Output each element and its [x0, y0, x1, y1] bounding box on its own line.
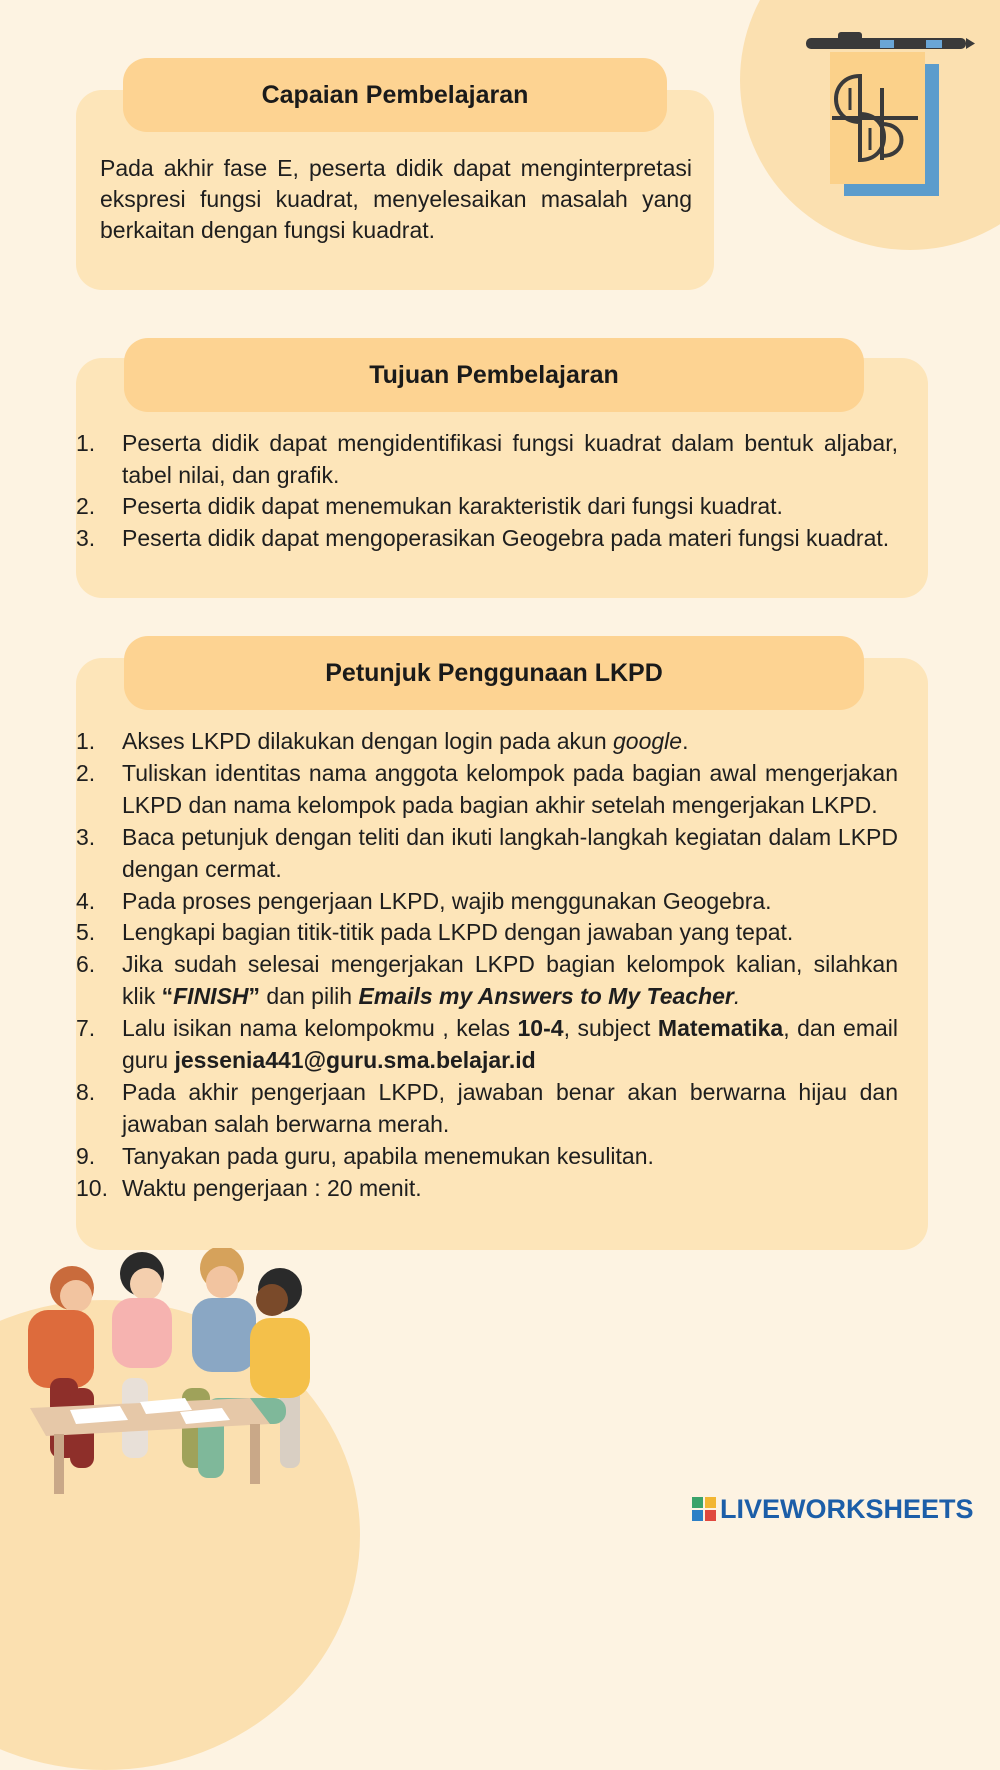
item-number: 8. [76, 1078, 96, 1105]
liveworksheets-text: LIVEWORKSHEETS [720, 1493, 974, 1524]
item-number: 2. [76, 759, 96, 786]
item-number: 9. [76, 1142, 96, 1169]
item-number: 3. [76, 823, 96, 850]
list-item [76, 491, 898, 523]
petunjuk-list [76, 726, 898, 1205]
item-number: 7. [76, 1015, 96, 1042]
list-item [76, 886, 898, 918]
item-number: 5. [76, 919, 96, 946]
list-item [76, 1141, 898, 1173]
list-item [76, 822, 898, 886]
list-item [76, 523, 898, 555]
capaian-text: Pada akhir fase E, peserta didik dapat menginterpretasi ekspresi fungsi kuadrat, menyelesaikan masalah yang berkaitan dengan fungsi kuadrat. [100, 155, 692, 243]
item-text: Lengkapi bagian titik-titik pada LKPD dengan jawaban yang tepat. [122, 919, 794, 946]
list-item [76, 1173, 898, 1205]
list-item [76, 1013, 898, 1077]
math-ruler-pen-icon [800, 28, 975, 203]
item-text: Waktu pengerjaan : 20 menit. [122, 1174, 422, 1201]
students-studying-illustration [10, 1248, 330, 1498]
item-text: Tanyakan pada guru, apabila menemukan kesulitan. [122, 1142, 654, 1169]
item-text: Peserta didik dapat mengoperasikan Geogebra pada materi fungsi kuadrat. [122, 524, 890, 551]
list-item [76, 1077, 898, 1141]
item-text-mid2: , dan email guru [122, 1015, 898, 1074]
list-item [76, 917, 898, 949]
liveworksheets-icon [692, 1497, 716, 1521]
google-text: google [613, 728, 683, 754]
item-number: 3. [76, 524, 96, 551]
list-item [76, 726, 898, 758]
liveworksheets-logo[interactable] [692, 1493, 974, 1525]
item-text-end: . [682, 728, 689, 754]
item-text: Pada akhir pengerjaan LKPD, jawaban benar akan berwarna hijau dan jawaban salah berwarna merah. [122, 1078, 898, 1137]
list-item [76, 758, 898, 822]
item-number: 10. [76, 1174, 108, 1201]
item-text: Akses LKPD dilakukan dengan login pada akun [122, 728, 614, 754]
item-text-mid: dan pilih [260, 983, 359, 1010]
finish-text: FINISH [173, 983, 249, 1010]
finish-quote: “FINISH” [161, 983, 261, 1010]
teacher-email: jessenia441@guru.sma.belajar.id [174, 1047, 536, 1074]
list-item [76, 949, 898, 1013]
item-text: Lalu isikan nama kelompokmu , kelas [122, 1015, 518, 1042]
item-number: 4. [76, 887, 96, 914]
kelas-value: 10-4 [517, 1015, 564, 1042]
item-number: 6. [76, 951, 96, 978]
item-number: 2. [76, 493, 96, 519]
item-text: Jika sudah selesai mengerjakan LKPD bagian kelompok kalian, silahkan klik [122, 951, 898, 1010]
list-item [76, 428, 898, 491]
item-text: Peserta didik dapat mengidentifikasi fungsi kuadrat dalam bentuk aljabar, tabel nilai, dan grafik. [122, 430, 898, 488]
item-text: Tuliskan identitas nama anggota kelompok pada bagian awal mengerjakan LKPD dan nama kelompok pada bagian akhir setelah mengerjakan LKPD. [122, 759, 898, 818]
tujuan-list [76, 428, 898, 554]
item-text-mid: , subject [563, 1015, 658, 1042]
petunjuk-title: Petunjuk Penggunaan LKPD [124, 636, 864, 710]
emails-option-text: Emails my Answers to My Teacher [358, 983, 734, 1010]
tujuan-title: Tujuan Pembelajaran [124, 338, 864, 412]
item-number: 1. [76, 728, 96, 754]
item-text: Baca petunjuk dengan teliti dan ikuti langkah-langkah kegiatan dalam LKPD dengan cermat. [122, 823, 898, 882]
item-text-end: . [733, 983, 741, 1010]
item-number: 1. [76, 430, 96, 456]
subject-value: Matematika [657, 1015, 784, 1042]
item-text: Pada proses pengerjaan LKPD, wajib menggunakan Geogebra. [122, 887, 772, 914]
item-text: Peserta didik dapat menemukan karakteristik dari fungsi kuadrat. [122, 493, 783, 519]
capaian-title: Capaian Pembelajaran [123, 58, 667, 132]
